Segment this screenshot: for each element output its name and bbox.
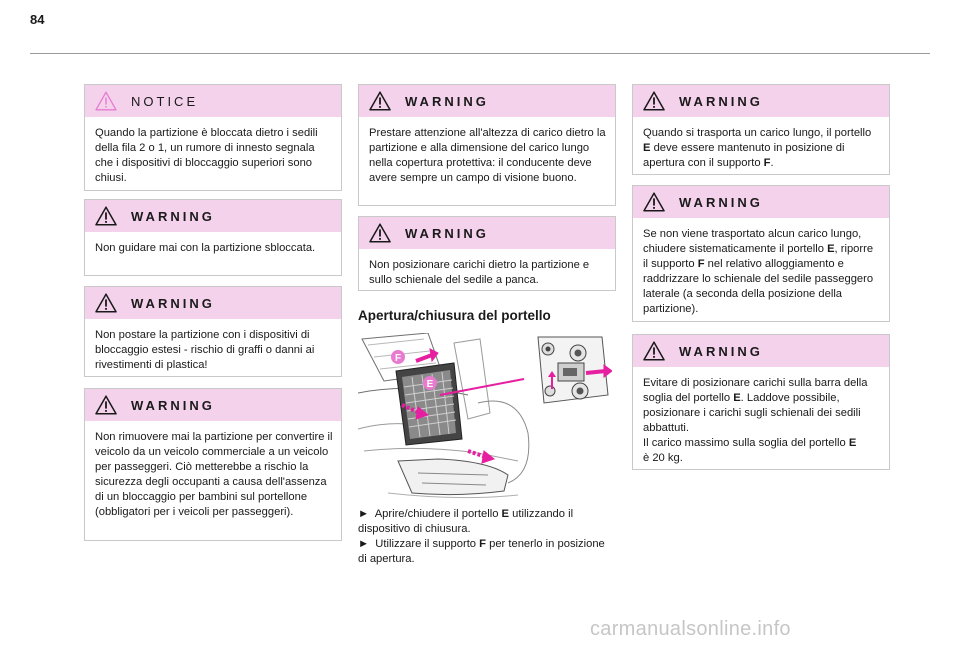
warning-header (359, 217, 615, 249)
warning-triangle-icon (369, 223, 391, 243)
warning-box-7 (632, 185, 890, 322)
warning-title: WARNING (131, 208, 215, 224)
notice-title: NOTICE (131, 93, 199, 109)
instruction-steps (358, 507, 616, 567)
notice-text: Quando la partizione è bloccata dietro i sedili della fila 2 o 1, un rumore di innesto segnala che i dispositivi di bloccaggio superiori sono chiusi. (95, 127, 318, 184)
warning-triangle-icon (95, 293, 117, 313)
warning-title: WARNING (405, 93, 489, 109)
section-title: Apertura/chiusura del portello (358, 308, 551, 323)
warning-triangle-icon (95, 206, 117, 226)
warning-text: Evitare di posizionare carichi sulla barra della soglia del portello E. Laddove possibile, posizionare i carichi sugli schienali dei sedili abbattuti. Il carico massimo sulla soglia del portello E è 20 kg. (643, 377, 868, 464)
warning-title: WARNING (679, 93, 763, 109)
page-number: 84 (30, 12, 45, 27)
warning-box-3 (84, 388, 342, 541)
warning-text: Non guidare mai con la partizione sbloccata. (95, 242, 316, 254)
notice-header (85, 85, 341, 117)
warning-triangle-icon (643, 341, 665, 361)
warning-text: Prestare attenzione all'altezza di carico dietro la partizione e alla dimensione del carico lungo nella copertura protettiva: il conducente deve avere sempre un campo di visione buono. (369, 127, 606, 184)
watermark: carmanualsonline.info (590, 618, 791, 640)
warning-box-4 (358, 84, 616, 206)
warning-header (633, 85, 889, 117)
warning-box-2 (84, 286, 342, 377)
warning-text: Non rimuovere mai la partizione per convertire il veicolo da un veicolo commerciale a un veicolo per passeggeri. Ciò metterebbe a rischio la sicurezza degli occupanti a causa dell'assenza di un bloccaggio per bambini sul portellone (obbligatori per i veicoli per passeggeri). (95, 431, 333, 518)
warning-title: WARNING (131, 295, 215, 311)
warning-triangle-icon (95, 395, 117, 415)
warning-title: WARNING (679, 194, 763, 210)
warning-title: WARNING (405, 225, 489, 241)
warning-box-5 (358, 216, 616, 291)
warning-header (85, 389, 341, 421)
warning-title: WARNING (131, 397, 215, 413)
warning-box-1 (84, 199, 342, 276)
label-f: F (394, 353, 402, 364)
label-e: E (426, 379, 434, 390)
partition-hatch-illustration (358, 333, 612, 503)
warning-text: Quando si trasporta un carico lungo, il portello E deve essere mantenuto in posizione di apertura con il supporto F. (643, 127, 872, 169)
warning-header (633, 335, 889, 367)
warning-triangle-icon (643, 192, 665, 212)
warning-box-8 (632, 334, 890, 470)
warning-text: Non posizionare carichi dietro la partizione e sullo schienale del sedile a panca. (369, 259, 590, 286)
step-bullet: ► (358, 508, 370, 520)
step-bullet: ► (358, 538, 370, 550)
warning-title: WARNING (679, 343, 763, 359)
warning-header (85, 287, 341, 319)
warning-text: Non postare la partizione con i dispositivi di bloccaggio estesi - rischio di graffi o danni ai rivestimenti di plastica! (95, 329, 315, 371)
header-divider (30, 53, 930, 54)
warning-header (85, 200, 341, 232)
warning-header (359, 85, 615, 117)
warning-box-6 (632, 84, 890, 175)
notice-triangle-icon (95, 91, 117, 111)
warning-text: Se non viene trasportato alcun carico lungo, chiudere sistematicamente il portello E, riporre il supporto F nel relativo alloggiamento e raddrizzare lo schienale del sedile passeggero laterale (a seconda della posizione della partizione). (643, 228, 874, 315)
warning-triangle-icon (369, 91, 391, 111)
warning-header (633, 186, 889, 218)
notice-box (84, 84, 342, 191)
warning-triangle-icon (643, 91, 665, 111)
step-item: ► Utilizzare il supporto F per tenerlo in posizione di apertura. (358, 538, 605, 565)
step-item: ► Aprire/chiudere il portello E utilizzando il dispositivo di chiusura. (358, 508, 574, 535)
